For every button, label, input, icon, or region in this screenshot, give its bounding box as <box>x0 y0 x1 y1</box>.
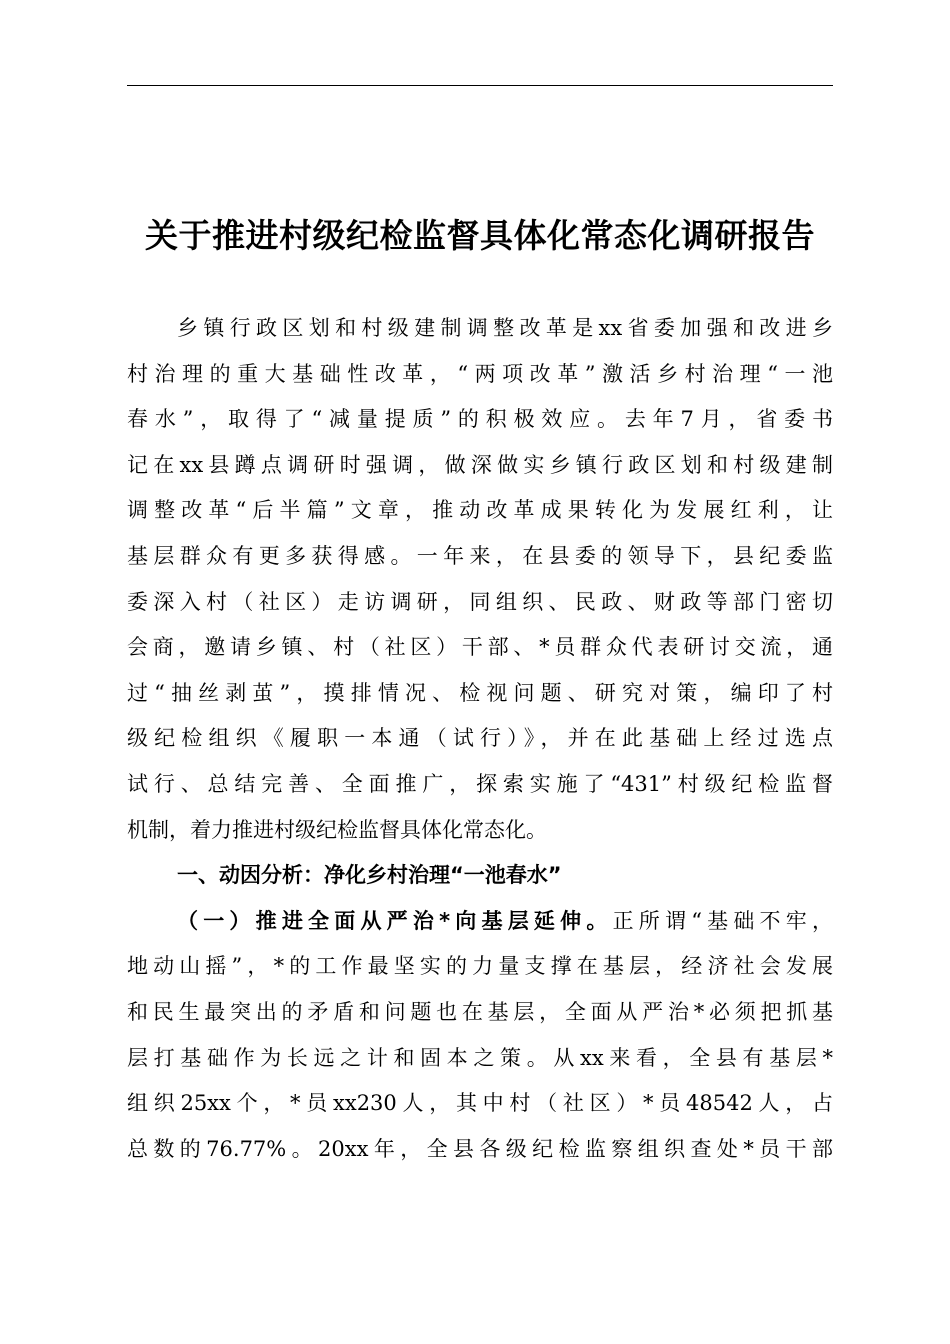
subsection-line: 总数的76.77%。20xx年，全县各级纪检监察组织查处*员干部 <box>127 1136 833 1161</box>
subsection-line-text: 正所谓“基础不牢， <box>612 908 833 933</box>
header-rule <box>127 85 833 86</box>
section-heading: 一、动因分析：净化乡村治理“一池春水” <box>177 863 562 888</box>
intro-line: 试行、总结完善、全面推广，探索实施了“431”村级纪检监督 <box>127 771 833 796</box>
intro-line: 调整改革“后半篇”文章，推动改革成果转化为发展红利，让 <box>127 498 833 523</box>
subsection-first-line <box>127 899 833 945</box>
intro-line: 过“抽丝剥茧”，摸排情况、检视问题、研究对策，编印了村 <box>127 680 833 705</box>
intro-line: 记在xx县蹲点调研时强调，做深做实乡镇行政区划和村级建制 <box>127 452 833 477</box>
subsection-line: 组织25xx个，*员xx230人，其中村（社区）*员48542人，占 <box>127 1091 833 1116</box>
intro-line: 村治理的重大基础性改革，“两项改革”激活乡村治理“一池 <box>127 361 833 386</box>
subsection-line: 地动山摇”，*的工作最坚实的力量支撑在基层，经济社会发展 <box>127 954 833 979</box>
document-title: 关于推进村级纪检监督具体化常态化调研报告 <box>145 216 815 255</box>
intro-line: 机制，着力推进村级纪检监督具体化常态化。 <box>127 817 547 842</box>
subsection-line: 和民生最突出的矛盾和问题也在基层，全面从严治*必须把抓基 <box>127 999 833 1024</box>
intro-line: 会商，邀请乡镇、村（社区）干部、*员群众代表研讨交流，通 <box>127 635 833 660</box>
intro-line: 基层群众有更多获得感。一年来，在县委的领导下，县纪委监 <box>127 543 833 568</box>
intro-line: 春水”，取得了“减量提质”的积极效应。去年7月，省委书 <box>127 407 833 432</box>
subsection-line: 层打基础作为长远之计和固本之策。从xx来看，全县有基层* <box>127 1045 833 1070</box>
subsection-heading: （一）推进全面从严治*向基层延伸。 <box>177 908 613 933</box>
intro-line: 委深入村（社区）走访调研，同组织、民政、财政等部门密切 <box>127 589 833 614</box>
intro-line: 乡镇行政区划和村级建制调整改革是xx省委加强和改进乡 <box>177 316 833 340</box>
intro-line: 级纪检组织《履职一本通（试行）》，并在此基础上经过选点 <box>127 726 833 751</box>
document-body <box>127 306 833 1172</box>
